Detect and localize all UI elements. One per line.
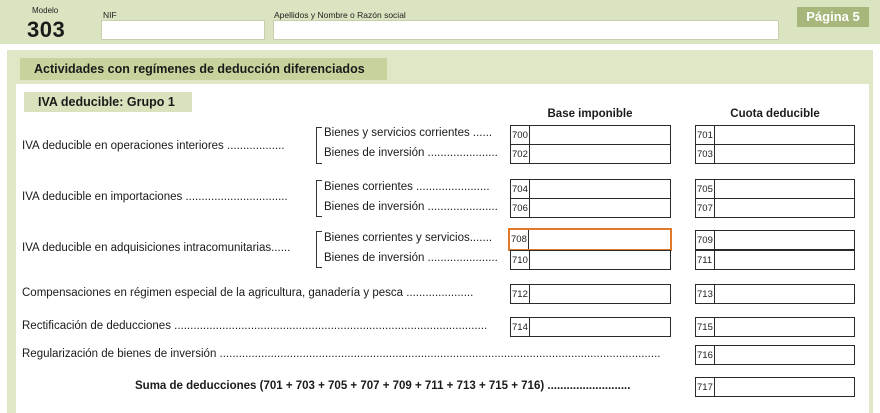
casilla-code: 711 [696,251,715,269]
casilla-703[interactable] [695,144,855,164]
nombre-label: Apellidos y Nombre o Razón social [274,10,406,20]
casilla-code: 709 [696,231,715,249]
casilla-code: 707 [696,199,715,217]
page-badge: Página 5 [797,7,869,27]
row-label-intracomunitarias: IVA deducible en adquisiciones intracomunitarias...... [22,242,291,254]
sub-label-inversion: Bienes de inversión ...................... [324,147,498,159]
casilla-711[interactable] [695,250,855,270]
casilla-code: 703 [696,145,715,163]
casilla-code: 717 [696,378,715,396]
casilla-716[interactable] [695,345,855,365]
casilla-705[interactable] [695,179,855,199]
column-header-base: Base imponible [547,108,633,120]
casilla-704[interactable] [510,179,671,199]
casilla-700[interactable] [510,125,671,145]
casilla-709[interactable] [695,230,855,250]
column-header-cuota: Cuota deducible [730,108,820,120]
casilla-code: 714 [511,318,530,336]
bracket [316,127,322,164]
section-title: Actividades con regímenes de deducción diferenciados [20,58,387,80]
casilla-code: 705 [696,180,715,198]
casilla-702[interactable] [510,144,671,164]
casilla-707[interactable] [695,198,855,218]
modelo-label: Modelo [32,6,59,15]
bracket [316,180,322,217]
casilla-code: 706 [511,199,530,217]
casilla-706[interactable] [510,198,671,218]
sub-label-inversion: Bienes de inversión ...................... [324,252,498,264]
casilla-712[interactable] [510,284,671,304]
sub-label-corrientes: Bienes corrientes ....................... [324,181,490,193]
casilla-713[interactable] [695,284,855,304]
casilla-714[interactable] [510,317,671,337]
nif-field[interactable] [101,20,265,40]
casilla-715[interactable] [695,317,855,337]
sub-label-inversion: Bienes de inversión ...................... [324,201,498,213]
row-label-rectificacion: Rectificación de deducciones .................................................................................................. [22,320,488,332]
group-title: IVA deducible: Grupo 1 [24,92,192,112]
casilla-code: 710 [511,251,530,269]
row-label-interiores: IVA deducible en operaciones interiores .................. [22,140,285,152]
sub-label-corrientes: Bienes y servicios corrientes ...... [324,127,493,139]
casilla-717[interactable] [695,377,855,397]
row-label-compensaciones: Compensaciones en régimen especial de la agricultura, ganadería y pesca ..................... [22,287,474,299]
casilla-code: 712 [511,285,530,303]
suma-label: Suma de deducciones (701 + 703 + 705 + 707 + 709 + 711 + 713 + 715 + 716) .......................... [135,380,631,392]
casilla-code: 704 [511,180,530,198]
casilla-code: 701 [696,126,715,144]
casilla-code: 702 [511,145,530,163]
bracket [316,231,322,268]
casilla-code: 716 [696,346,715,364]
modelo-number: 303 [27,17,66,42]
nif-label: NIF [103,10,117,20]
casilla-code: 708 [510,230,529,249]
row-label-regularizacion: Regularización de bienes de inversión .......................................................................................................................................... [22,348,661,360]
nombre-field[interactable] [273,20,779,40]
sub-label-corrientes: Bienes corrientes y servicios....... [324,232,493,244]
casilla-code: 713 [696,285,715,303]
casilla-code: 700 [511,126,530,144]
row-label-importaciones: IVA deducible en importaciones ................................ [22,191,288,203]
casilla-code: 715 [696,318,715,336]
casilla-710[interactable] [510,250,671,270]
casilla-701[interactable] [695,125,855,145]
casilla-708[interactable] [508,228,672,251]
